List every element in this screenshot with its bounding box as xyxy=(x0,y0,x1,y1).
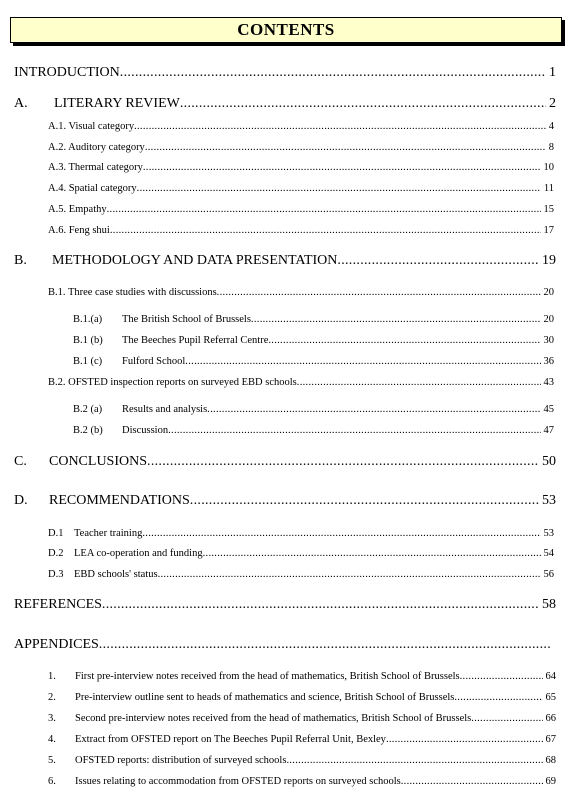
toc-entry-appendices xyxy=(14,637,552,653)
toc-entry-page: 2 xyxy=(549,96,556,111)
page-title: CONTENTS xyxy=(237,20,335,39)
toc-entry-label: EBD schools' status xyxy=(74,569,158,580)
toc-entry-number: B.1 (c) xyxy=(73,356,103,367)
toc-entry-literary-review xyxy=(14,96,556,112)
toc-entry-label: A.6. Feng shui xyxy=(48,225,110,236)
toc-entry-page: 30 xyxy=(543,335,554,346)
toc-entry-page: 19 xyxy=(542,253,556,268)
toc-entry-label: The British School of Brussels xyxy=(122,314,251,325)
toc-entry-auditory xyxy=(48,142,554,153)
toc-entry-number: B.1.(a) xyxy=(73,314,103,325)
toc-entry-page: 56 xyxy=(543,569,554,580)
toc-appendix-3 xyxy=(48,713,556,724)
toc-appendix-2 xyxy=(48,692,556,703)
toc-entry-page: 53 xyxy=(542,493,556,508)
toc-entry-page: 43 xyxy=(543,377,554,388)
toc-entry-number: 5. xyxy=(48,755,56,766)
toc-entry-label: Fulford School xyxy=(122,356,186,367)
toc-entry-number: A. xyxy=(14,96,28,111)
toc-entry-label: A.1. Visual category xyxy=(48,121,135,132)
toc-entry-visual xyxy=(48,121,554,132)
dot-leader xyxy=(207,404,540,415)
toc-entry-label: A.5. Empathy xyxy=(48,204,107,215)
toc-entry-page: 8 xyxy=(548,142,554,153)
toc-entry-label: B.1. Three case studies with discussions xyxy=(48,287,217,298)
toc-entry-page: 69 xyxy=(545,776,556,787)
toc-entry-label: A.3. Thermal category xyxy=(48,162,143,173)
toc-entry-thermal xyxy=(48,162,554,173)
dot-leader xyxy=(102,597,539,613)
dot-leader xyxy=(145,142,546,153)
toc-entry-page: 4 xyxy=(548,121,554,132)
toc-entry-label: REFERENCES xyxy=(14,597,102,612)
dot-leader xyxy=(134,121,546,132)
toc-entry-recommendations xyxy=(14,493,556,509)
toc-entry-label: APPENDICES xyxy=(14,637,99,652)
toc-entry-label: The Beeches Pupil Referral Centre xyxy=(122,335,269,346)
toc-entry-number: D. xyxy=(14,493,28,508)
dot-leader xyxy=(286,755,542,766)
toc-entry-page: 17 xyxy=(543,225,554,236)
dot-leader xyxy=(142,528,540,539)
toc-entry-label: OFSTED reports: distribution of surveyed schools xyxy=(75,755,287,766)
dot-leader xyxy=(120,65,546,81)
toc-entry-number: 1. xyxy=(48,671,56,682)
toc-entry-number: 3. xyxy=(48,713,56,724)
dot-leader xyxy=(401,776,543,787)
toc-entry-page: 45 xyxy=(543,404,554,415)
toc-entry-page: 66 xyxy=(545,713,556,724)
toc-entry-page: 47 xyxy=(543,425,554,436)
toc-entry-page: 68 xyxy=(545,755,556,766)
toc-entry-page: 65 xyxy=(545,692,556,703)
dot-leader xyxy=(185,356,540,367)
toc-entry-number: 6. xyxy=(48,776,56,787)
toc-entry-label: Extract from OFSTED report on The Beeches Pupil Referral Unit, Bexley xyxy=(75,734,386,745)
dot-leader xyxy=(180,96,546,112)
dot-leader xyxy=(158,569,541,580)
toc-entry-number: B.1 (b) xyxy=(73,335,103,346)
toc-entry-page: 58 xyxy=(542,597,556,612)
dot-leader xyxy=(251,314,541,325)
dot-leader xyxy=(454,692,542,703)
dot-leader xyxy=(110,225,541,236)
dot-leader xyxy=(147,454,539,470)
toc-entry-number: B. xyxy=(14,253,27,268)
toc-entry-page: 67 xyxy=(545,734,556,745)
toc-entry-ofsted-reports xyxy=(48,377,554,388)
toc-entry-conclusions xyxy=(14,454,556,470)
toc-entry-label: A.4. Spatial category xyxy=(48,183,137,194)
toc-entry-label: Teacher training xyxy=(74,528,143,539)
dot-leader xyxy=(471,713,542,724)
toc-entry-number: D.2 xyxy=(48,548,64,559)
toc-entry-references xyxy=(14,597,556,613)
toc-entry-introduction xyxy=(14,65,556,81)
dot-leader xyxy=(168,425,540,436)
toc-entry-label: Pre-interview outline sent to heads of mathematics and science, British School of Brussels xyxy=(75,692,455,703)
toc-entry-discussion xyxy=(73,425,554,436)
toc-entry-methodology xyxy=(14,253,556,269)
dot-leader xyxy=(386,734,543,745)
dot-leader xyxy=(460,671,543,682)
toc-entry-page: 53 xyxy=(543,528,554,539)
dot-leader xyxy=(217,287,541,298)
dot-leader xyxy=(143,162,541,173)
toc-entry-page: 54 xyxy=(543,548,554,559)
toc-entry-page: 10 xyxy=(543,162,554,173)
toc-entry-label: LEA co-operation and funding xyxy=(74,548,203,559)
toc-appendix-5 xyxy=(48,755,556,766)
toc-entry-label: Discussion xyxy=(122,425,169,436)
toc-entry-page: 64 xyxy=(545,671,556,682)
dot-leader xyxy=(297,377,541,388)
dot-leader xyxy=(268,335,540,346)
toc-entry-page: 1 xyxy=(549,65,556,80)
toc-entry-label: Second pre-interview notes received from the head of mathematics, British School of Brussels xyxy=(75,713,472,724)
toc-entry-number: C. xyxy=(14,454,27,469)
toc-entry-feng-shui xyxy=(48,225,554,236)
toc-appendix-6 xyxy=(48,776,556,787)
toc-entry-page: 11 xyxy=(543,183,554,194)
toc-entry-number: 4. xyxy=(48,734,56,745)
dot-leader xyxy=(190,493,539,509)
dot-leader xyxy=(107,204,541,215)
toc-entry-page: 36 xyxy=(543,356,554,367)
toc-entry-label: INTRODUCTION xyxy=(14,65,120,80)
toc-entry-page: 15 xyxy=(543,204,554,215)
toc-entry-number: D.3 xyxy=(48,569,64,580)
toc-appendix-1 xyxy=(48,671,556,682)
dot-leader xyxy=(99,637,552,653)
toc-appendix-4 xyxy=(48,734,556,745)
toc-entry-label: LITERARY REVIEW xyxy=(54,96,180,111)
toc-entry-number: 2. xyxy=(48,692,56,703)
dot-leader xyxy=(137,183,541,194)
toc-entry-label: Results and analysis xyxy=(122,404,208,415)
toc-entry-empathy xyxy=(48,204,554,215)
toc-entry-spatial xyxy=(48,183,554,194)
toc-entry-page: 20 xyxy=(543,287,554,298)
toc-entry-label: CONCLUSIONS xyxy=(49,454,148,469)
dot-leader xyxy=(203,548,541,559)
toc-entry-page: 50 xyxy=(542,454,556,469)
toc-entry-label: First pre-interview notes received from the head of mathematics, British School of Brussels xyxy=(75,671,460,682)
toc-entry-label: Issues relating to accommodation from OFSTED reports on surveyed schools xyxy=(75,776,401,787)
toc-entry-lea xyxy=(48,548,554,559)
toc-entry-number: B.2 (b) xyxy=(73,425,103,436)
toc-entry-beeches xyxy=(73,335,554,346)
toc-entry-british-school xyxy=(73,314,554,325)
toc-entry-label: B.2. OFSTED inspection reports on surveyed EBD schools xyxy=(48,377,297,388)
toc-entry-teacher-training xyxy=(48,528,554,539)
contents-title-box xyxy=(10,17,562,43)
toc-entry-page: 20 xyxy=(543,314,554,325)
toc-entry-number: B.2 (a) xyxy=(73,404,103,415)
toc-entry-results xyxy=(73,404,554,415)
toc-entry-ebd-status xyxy=(48,569,554,580)
toc-entry-label: RECOMMENDATIONS xyxy=(49,493,190,508)
toc-entry-number: D.1 xyxy=(48,528,64,539)
toc-entry-case-studies xyxy=(48,287,554,298)
dot-leader xyxy=(337,253,539,269)
toc-entry-label: METHODOLOGY AND DATA PRESENTATION xyxy=(52,253,338,268)
toc-entry-label: A.2. Auditory category xyxy=(48,142,145,153)
toc-entry-fulford xyxy=(73,356,554,367)
